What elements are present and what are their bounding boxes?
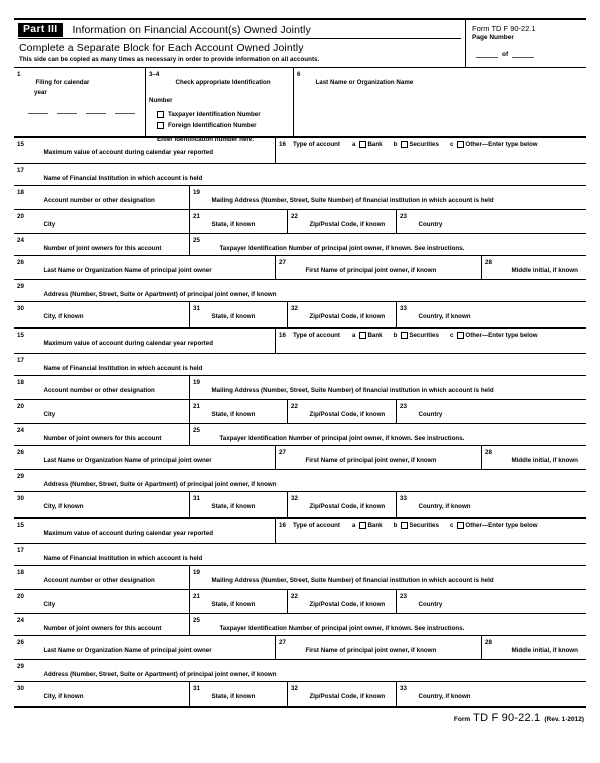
item-number-23: 23 bbox=[400, 212, 407, 220]
item-number-21: 21 bbox=[193, 592, 200, 600]
item-label-24: Number of joint owners for this account bbox=[43, 434, 162, 442]
field-number-of-joint-owners[interactable] bbox=[14, 614, 190, 635]
item-number-19: 19 bbox=[193, 568, 200, 576]
item-number-30: 30 bbox=[17, 304, 24, 312]
item-number-32: 32 bbox=[291, 494, 298, 502]
item-label-25: Taxpayer Identification Number of principal joint owner, if known. See instructions. bbox=[219, 434, 465, 442]
item-number-18: 18 bbox=[17, 378, 24, 386]
field-joint-owner-zip[interactable] bbox=[288, 682, 397, 706]
field-account-number[interactable] bbox=[14, 566, 190, 589]
item-label-31: State, if known bbox=[211, 692, 256, 700]
item-number-21: 21 bbox=[193, 402, 200, 410]
checkbox-row-bank[interactable] bbox=[359, 141, 382, 148]
item-number-1: 1 bbox=[17, 70, 21, 78]
item-number-23: 23 bbox=[400, 592, 407, 600]
item-label-24: Number of joint owners for this account bbox=[43, 624, 162, 632]
item-label-23: Country bbox=[418, 410, 443, 418]
field-institution-country[interactable] bbox=[397, 590, 586, 613]
field-institution-zip[interactable] bbox=[288, 590, 397, 613]
field-institution-state[interactable] bbox=[190, 210, 288, 233]
checkbox-row-taxpayer-id[interactable] bbox=[157, 111, 290, 118]
item-number-27: 27 bbox=[279, 638, 286, 646]
item-number-26: 26 bbox=[17, 638, 24, 646]
item-number-27: 27 bbox=[279, 448, 286, 456]
row-29 bbox=[14, 660, 586, 682]
item-label-16: Type of account bbox=[293, 331, 340, 339]
item-number-24: 24 bbox=[17, 616, 24, 624]
item-number-26: 26 bbox=[17, 448, 24, 456]
checkbox-icon-foreign-id[interactable] bbox=[157, 122, 164, 129]
field-joint-owner-state[interactable] bbox=[190, 302, 288, 327]
field-financial-institution-name[interactable] bbox=[14, 164, 586, 185]
account-block bbox=[14, 328, 586, 518]
item-label-1-line2: year bbox=[34, 88, 47, 96]
field-institution-state[interactable] bbox=[190, 590, 288, 613]
enter-id-instruction: Enter identification number here: bbox=[157, 135, 255, 143]
field-institution-city[interactable] bbox=[14, 210, 190, 233]
checkbox-label-securities: Securities bbox=[409, 331, 439, 339]
row-17 bbox=[14, 164, 586, 186]
item-label-22: Zip/Postal Code, if known bbox=[309, 220, 386, 228]
checkbox-label-taxpayer-id: Taxpayer Identification Number bbox=[168, 110, 261, 118]
identification-row bbox=[14, 68, 586, 143]
option-letter-c: c bbox=[449, 521, 454, 529]
item-label-30: City, if known bbox=[43, 312, 84, 320]
item-number-19: 19 bbox=[193, 378, 200, 386]
field-institution-city[interactable] bbox=[14, 590, 190, 613]
row-15-16 bbox=[14, 328, 586, 354]
field-institution-city[interactable] bbox=[14, 400, 190, 423]
item-number-15: 15 bbox=[17, 331, 24, 339]
row-30-33 bbox=[14, 302, 586, 328]
year-digit-4[interactable] bbox=[115, 113, 135, 114]
item-label-22: Zip/Postal Code, if known bbox=[309, 600, 386, 608]
item-label-27: First Name of principal joint owner, if known bbox=[305, 266, 437, 274]
part-badge: Part III bbox=[18, 23, 63, 37]
item-number-26: 26 bbox=[17, 258, 24, 266]
item-number-6: 6 bbox=[297, 70, 301, 78]
row-30-33 bbox=[14, 492, 586, 518]
item-number-25: 25 bbox=[193, 426, 200, 434]
checkbox-icon-other[interactable] bbox=[457, 522, 464, 529]
form-footer bbox=[14, 708, 586, 724]
checkbox-row-other[interactable] bbox=[457, 332, 537, 339]
checkbox-label-other: Other—Enter type below bbox=[465, 140, 538, 148]
checkbox-label-bank: Bank bbox=[367, 521, 383, 529]
year-digit-3[interactable] bbox=[86, 113, 106, 114]
field-joint-owner-city[interactable] bbox=[14, 682, 190, 706]
field-institution-zip[interactable] bbox=[288, 210, 397, 233]
field-joint-owner-country[interactable] bbox=[397, 302, 586, 327]
account-type-options bbox=[279, 332, 583, 339]
form-page bbox=[14, 18, 586, 724]
checkbox-icon-securities[interactable] bbox=[401, 332, 408, 339]
header-page-number-label: Page Number bbox=[472, 34, 514, 42]
row-18-19 bbox=[14, 566, 586, 590]
row-24-25 bbox=[14, 614, 586, 636]
field-joint-owner-tin[interactable] bbox=[190, 614, 586, 635]
item-number-20: 20 bbox=[17, 212, 24, 220]
item-label-28: Middle initial, if known bbox=[511, 266, 578, 274]
field-joint-owner-zip[interactable] bbox=[288, 492, 397, 517]
item-number-22: 22 bbox=[291, 402, 298, 410]
item-label-18: Account number or other designation bbox=[43, 196, 155, 204]
footer-form-word: Form bbox=[453, 716, 471, 724]
account-block bbox=[14, 518, 586, 708]
item-label-20: City bbox=[43, 600, 56, 608]
row-29 bbox=[14, 470, 586, 492]
item-number-3-4: 3–4 bbox=[149, 70, 160, 78]
field-account-number[interactable] bbox=[14, 376, 190, 399]
checkbox-icon-bank[interactable] bbox=[359, 141, 366, 148]
form-subnote: This side can be copied as many times as necessary in order to provide information on all accounts. bbox=[19, 56, 320, 64]
item-number-27: 27 bbox=[279, 258, 286, 266]
row-20-23 bbox=[14, 210, 586, 234]
option-letter-c: c bbox=[449, 331, 454, 339]
page-total-input[interactable] bbox=[512, 51, 534, 58]
item-label-30: City, if known bbox=[43, 692, 84, 700]
item-number-16: 16 bbox=[279, 521, 286, 529]
field-financial-institution-name[interactable] bbox=[14, 354, 586, 375]
field-institution-mailing-address[interactable] bbox=[190, 186, 586, 209]
field-number-of-joint-owners[interactable] bbox=[14, 424, 190, 445]
field-joint-owner-country[interactable] bbox=[397, 492, 586, 517]
header-form-number: Form TD F 90-22.1 bbox=[472, 24, 536, 33]
item-number-24: 24 bbox=[17, 236, 24, 244]
field-joint-owner-tin[interactable] bbox=[190, 424, 586, 445]
row-17 bbox=[14, 354, 586, 376]
row-15-16 bbox=[14, 135, 586, 164]
checkbox-row-securities[interactable] bbox=[401, 141, 439, 148]
item-label-23: Country bbox=[418, 600, 443, 608]
item-label-28: Middle initial, if known bbox=[511, 646, 578, 654]
item-number-24: 24 bbox=[17, 426, 24, 434]
item-label-29: Address (Number, Street, Suite or Apartment) of principal joint owner, if known bbox=[43, 480, 277, 488]
item-number-16: 16 bbox=[279, 140, 286, 148]
checkbox-icon-other[interactable] bbox=[457, 141, 464, 148]
item-label-29: Address (Number, Street, Suite or Apartment) of principal joint owner, if known bbox=[43, 670, 277, 678]
header-right bbox=[466, 20, 586, 67]
year-digit-1[interactable] bbox=[28, 113, 48, 114]
item-number-29: 29 bbox=[17, 472, 24, 480]
field-joint-owner-state[interactable] bbox=[190, 682, 288, 706]
item-label-21: State, if known bbox=[211, 600, 256, 608]
field-joint-owner-last-name[interactable] bbox=[14, 446, 276, 469]
item-label-6: Last Name or Organization Name bbox=[315, 78, 414, 86]
item-number-21: 21 bbox=[193, 212, 200, 220]
field-institution-country[interactable] bbox=[397, 400, 586, 423]
row-18-19 bbox=[14, 186, 586, 210]
checkbox-icon-bank[interactable] bbox=[359, 332, 366, 339]
item-number-28: 28 bbox=[485, 258, 492, 266]
item-label-17: Name of Financial Institution in which account is held bbox=[43, 364, 203, 372]
item-number-31: 31 bbox=[193, 494, 200, 502]
item-number-25: 25 bbox=[193, 616, 200, 624]
item-label-16: Type of account bbox=[293, 521, 340, 529]
option-letter-b: b bbox=[393, 140, 398, 148]
item-number-15: 15 bbox=[17, 521, 24, 529]
checkbox-label-bank: Bank bbox=[367, 331, 383, 339]
item-number-17: 17 bbox=[17, 546, 24, 554]
checkbox-icon-taxpayer-id[interactable] bbox=[157, 111, 164, 118]
field-institution-state[interactable] bbox=[190, 400, 288, 423]
item-number-15: 15 bbox=[17, 140, 24, 148]
checkbox-row-securities[interactable] bbox=[401, 332, 439, 339]
item-label-21: State, if known bbox=[211, 410, 256, 418]
checkbox-icon-securities[interactable] bbox=[401, 141, 408, 148]
checkbox-label-foreign-id: Foreign Identification Number bbox=[168, 121, 257, 129]
footer-form-code: TD F 90-22.1 bbox=[473, 712, 541, 725]
calendar-year-inputs[interactable] bbox=[28, 113, 135, 114]
item-label-25: Taxpayer Identification Number of principal joint owner, if known. See instructions. bbox=[219, 244, 465, 252]
item-label-26: Last Name or Organization Name of principal joint owner bbox=[43, 646, 212, 654]
row-20-23 bbox=[14, 400, 586, 424]
checkbox-label-other: Other—Enter type below bbox=[465, 331, 538, 339]
item-number-19: 19 bbox=[193, 188, 200, 196]
item-label-15: Maximum value of account during calendar year reported bbox=[43, 148, 214, 156]
field-filing-calendar-year[interactable] bbox=[14, 68, 146, 136]
field-joint-owner-last-name[interactable] bbox=[14, 636, 276, 659]
item-label-15: Maximum value of account during calendar year reported bbox=[43, 529, 214, 537]
item-label-3-4: Check appropriate Identification Number bbox=[149, 78, 271, 104]
item-number-22: 22 bbox=[291, 212, 298, 220]
row-29 bbox=[14, 280, 586, 302]
field-number-of-joint-owners[interactable] bbox=[14, 234, 190, 255]
field-joint-owner-middle-initial[interactable] bbox=[482, 256, 586, 279]
checkbox-row-other[interactable] bbox=[457, 141, 537, 148]
option-letter-a: a bbox=[351, 331, 356, 339]
item-label-18: Account number or other designation bbox=[43, 386, 155, 394]
row-20-23 bbox=[14, 590, 586, 614]
item-number-18: 18 bbox=[17, 568, 24, 576]
field-joint-owner-middle-initial[interactable] bbox=[482, 636, 586, 659]
page-title: Information on Financial Account(s) Owned Jointly bbox=[72, 24, 311, 36]
item-number-18: 18 bbox=[17, 188, 24, 196]
item-label-18: Account number or other designation bbox=[43, 576, 155, 584]
field-institution-country[interactable] bbox=[397, 210, 586, 233]
item-label-32: Zip/Postal Code, if known bbox=[309, 312, 386, 320]
item-label-30: City, if known bbox=[43, 502, 84, 510]
item-number-28: 28 bbox=[485, 638, 492, 646]
page-current-input[interactable] bbox=[476, 51, 498, 58]
footer-revision: (Rev. 1-2012) bbox=[544, 716, 584, 724]
page-number-fields bbox=[472, 51, 586, 58]
field-joint-owner-zip[interactable] bbox=[288, 302, 397, 327]
option-letter-a: a bbox=[351, 140, 356, 148]
form-header bbox=[14, 18, 586, 68]
item-number-33: 33 bbox=[400, 684, 407, 692]
checkbox-row-securities[interactable] bbox=[401, 522, 439, 529]
field-joint-owner-address[interactable] bbox=[14, 470, 586, 491]
year-digit-2[interactable] bbox=[57, 113, 77, 114]
field-joint-owner-city[interactable] bbox=[14, 492, 190, 517]
row-17 bbox=[14, 544, 586, 566]
row-24-25 bbox=[14, 234, 586, 256]
field-joint-owner-first-name[interactable] bbox=[276, 256, 482, 279]
item-label-32: Zip/Postal Code, if known bbox=[309, 692, 386, 700]
item-number-28: 28 bbox=[485, 448, 492, 456]
checkbox-label-bank: Bank bbox=[367, 140, 383, 148]
field-type-of-account bbox=[276, 519, 586, 543]
checkbox-row-bank[interactable] bbox=[359, 332, 382, 339]
field-joint-owner-first-name[interactable] bbox=[276, 636, 482, 659]
checkbox-label-other: Other—Enter type below bbox=[465, 521, 538, 529]
item-number-29: 29 bbox=[17, 282, 24, 290]
item-label-27: First Name of principal joint owner, if known bbox=[305, 456, 437, 464]
field-financial-institution-name[interactable] bbox=[14, 544, 586, 565]
field-type-of-account bbox=[276, 138, 586, 163]
option-letter-a: a bbox=[351, 521, 356, 529]
item-number-23: 23 bbox=[400, 402, 407, 410]
item-label-32: Zip/Postal Code, if known bbox=[309, 502, 386, 510]
part-heading bbox=[18, 23, 461, 39]
checkbox-row-other[interactable] bbox=[457, 522, 537, 529]
option-letter-b: b bbox=[393, 521, 398, 529]
field-maximum-account-value[interactable] bbox=[14, 138, 276, 163]
item-label-17: Name of Financial Institution in which account is held bbox=[43, 174, 203, 182]
item-label-31: State, if known bbox=[211, 312, 256, 320]
row-24-25 bbox=[14, 424, 586, 446]
field-institution-mailing-address[interactable] bbox=[190, 376, 586, 399]
item-number-31: 31 bbox=[193, 304, 200, 312]
field-joint-owner-first-name[interactable] bbox=[276, 446, 482, 469]
item-number-30: 30 bbox=[17, 684, 24, 692]
item-label-19: Mailing Address (Number, Street, Suite Number) of financial institution in which account is held bbox=[211, 386, 494, 394]
item-number-17: 17 bbox=[17, 166, 24, 174]
item-label-23: Country bbox=[418, 220, 443, 228]
option-letter-b: b bbox=[393, 331, 398, 339]
item-number-25: 25 bbox=[193, 236, 200, 244]
item-number-22: 22 bbox=[291, 592, 298, 600]
item-label-21: State, if known bbox=[211, 220, 256, 228]
item-label-31: State, if known bbox=[211, 502, 256, 510]
field-joint-owner-address[interactable] bbox=[14, 660, 586, 681]
checkbox-icon-bank[interactable] bbox=[359, 522, 366, 529]
item-label-22: Zip/Postal Code, if known bbox=[309, 410, 386, 418]
item-label-19: Mailing Address (Number, Street, Suite Number) of financial institution in which account is held bbox=[211, 576, 494, 584]
row-26-28 bbox=[14, 446, 586, 470]
row-18-19 bbox=[14, 376, 586, 400]
item-label-16: Type of account bbox=[293, 140, 340, 148]
item-number-31: 31 bbox=[193, 684, 200, 692]
item-label-20: City bbox=[43, 410, 56, 418]
field-joint-owner-country[interactable] bbox=[397, 682, 586, 706]
item-label-27: First Name of principal joint owner, if known bbox=[305, 646, 437, 654]
page-of-label: of bbox=[502, 51, 509, 59]
item-label-1: Filing for calendar bbox=[35, 78, 90, 86]
account-type-options bbox=[279, 522, 583, 529]
item-label-17: Name of Financial Institution in which account is held bbox=[43, 554, 203, 562]
item-number-16: 16 bbox=[279, 331, 286, 339]
item-label-25: Taxpayer Identification Number of principal joint owner, if known. See instructions. bbox=[219, 624, 465, 632]
field-joint-owner-state[interactable] bbox=[190, 492, 288, 517]
item-label-29: Address (Number, Street, Suite or Apartment) of principal joint owner, if known bbox=[43, 290, 277, 298]
item-label-19: Mailing Address (Number, Street, Suite Number) of financial institution in which account is held bbox=[211, 196, 494, 204]
item-number-20: 20 bbox=[17, 592, 24, 600]
checkbox-icon-other[interactable] bbox=[457, 332, 464, 339]
item-number-17: 17 bbox=[17, 356, 24, 364]
field-institution-zip[interactable] bbox=[288, 400, 397, 423]
item-number-33: 33 bbox=[400, 304, 407, 312]
item-label-33: Country, if known bbox=[418, 502, 471, 510]
option-letter-c: c bbox=[449, 140, 454, 148]
item-label-28: Middle initial, if known bbox=[511, 456, 578, 464]
item-label-26: Last Name or Organization Name of principal joint owner bbox=[43, 456, 212, 464]
field-joint-owner-middle-initial[interactable] bbox=[482, 446, 586, 469]
item-number-33: 33 bbox=[400, 494, 407, 502]
item-label-24: Number of joint owners for this account bbox=[43, 244, 162, 252]
field-joint-owner-tin[interactable] bbox=[190, 234, 586, 255]
field-institution-mailing-address[interactable] bbox=[190, 566, 586, 589]
field-last-name-or-organization[interactable] bbox=[294, 68, 586, 136]
field-maximum-account-value[interactable] bbox=[14, 329, 276, 353]
item-label-33: Country, if known bbox=[418, 692, 471, 700]
field-type-of-account bbox=[276, 329, 586, 353]
row-26-28 bbox=[14, 636, 586, 660]
item-number-29: 29 bbox=[17, 662, 24, 670]
item-number-32: 32 bbox=[291, 304, 298, 312]
item-label-33: Country, if known bbox=[418, 312, 471, 320]
field-identification-number bbox=[146, 68, 294, 143]
form-subtitle: Complete a Separate Block for Each Account Owned Jointly bbox=[19, 42, 304, 55]
row-15-16 bbox=[14, 518, 586, 544]
checkbox-row-bank[interactable] bbox=[359, 522, 382, 529]
item-number-20: 20 bbox=[17, 402, 24, 410]
item-label-26: Last Name or Organization Name of principal joint owner bbox=[43, 266, 212, 274]
field-joint-owner-city[interactable] bbox=[14, 302, 190, 327]
row-30-33 bbox=[14, 682, 586, 708]
row-26-28 bbox=[14, 256, 586, 280]
field-joint-owner-address[interactable] bbox=[14, 280, 586, 301]
checkbox-icon-securities[interactable] bbox=[401, 522, 408, 529]
account-type-options bbox=[279, 141, 583, 148]
item-label-20: City bbox=[43, 220, 56, 228]
account-block bbox=[14, 135, 586, 328]
checkbox-row-foreign-id[interactable] bbox=[157, 122, 290, 129]
header-left bbox=[14, 20, 466, 67]
item-label-15: Maximum value of account during calendar year reported bbox=[43, 339, 214, 347]
field-maximum-account-value[interactable] bbox=[14, 519, 276, 543]
field-account-number[interactable] bbox=[14, 186, 190, 209]
item-number-30: 30 bbox=[17, 494, 24, 502]
field-joint-owner-last-name[interactable] bbox=[14, 256, 276, 279]
checkbox-label-securities: Securities bbox=[409, 140, 439, 148]
checkbox-label-securities: Securities bbox=[409, 521, 439, 529]
item-number-32: 32 bbox=[291, 684, 298, 692]
